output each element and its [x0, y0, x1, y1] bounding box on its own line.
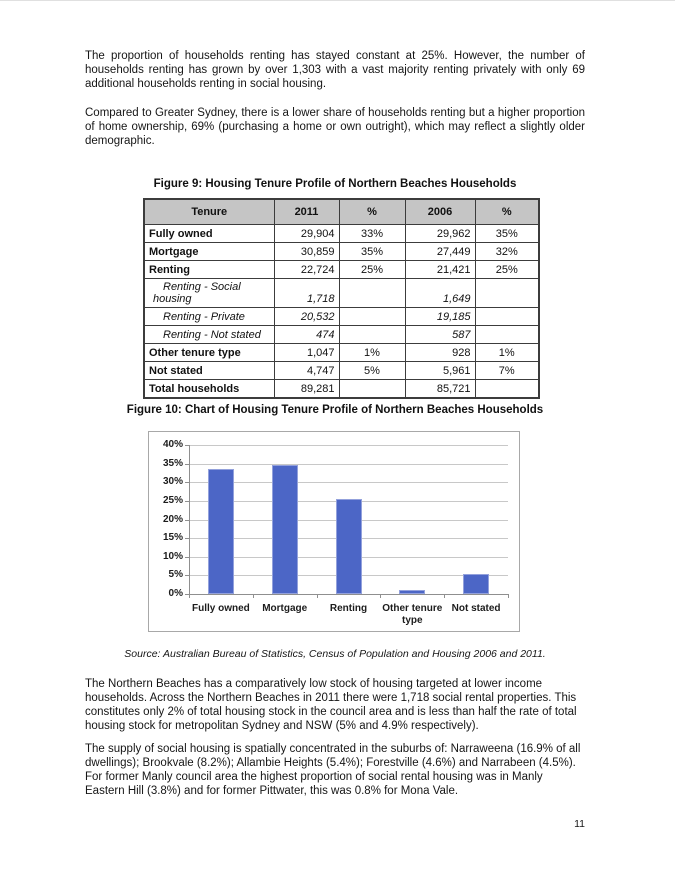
table-row: [144, 279, 539, 308]
tenure-label-cell: Not stated: [144, 362, 274, 380]
tenure-bar-chart: [148, 431, 520, 632]
value-cell: 89,281: [274, 380, 339, 399]
tenure-label-cell: Renting - Social housing: [144, 279, 274, 308]
percent-cell: 35%: [475, 225, 539, 243]
paragraph-compared-sydney: Compared to Greater Sydney, there is a lower share of households renting but a higher proportion of home ownership, 69% (purchasing a home or own outright), which may reflect a slightly older demographic.: [85, 107, 585, 147]
bar: [272, 465, 298, 594]
tenure-label-cell: Total households: [144, 380, 274, 399]
value-cell: 1,649: [405, 279, 475, 308]
value-cell: 22,724: [274, 261, 339, 279]
y-axis-tick-label: 5%: [168, 569, 183, 581]
table-row: [144, 225, 539, 243]
value-cell: 85,721: [405, 380, 475, 399]
y-axis-tick-label: 25%: [162, 494, 183, 506]
gridline: [189, 464, 508, 465]
x-category-label: Renting: [329, 603, 368, 614]
tenure-table: [143, 198, 540, 399]
y-axis-tick-label: 20%: [162, 513, 183, 525]
paragraph-social-housing-suburbs: The supply of social housing is spatially concentrated in the suburbs of: Narraweena (16.9% of all dwellings); Brookvale (8.2%); Allambie Heights (5.4%); Forestville (4.6%) and Narrabeen (4.5%). For former Manly council area the highest proportion of social rental housing was in Manly Eastern Hill (3.8%) and for former Pittwater, this was 0.8% for Mona Vale.: [85, 743, 581, 797]
x-category-label: Fully owned: [192, 603, 250, 614]
x-axis-tick-mark: [189, 594, 190, 598]
x-axis-line: [189, 594, 508, 595]
percent-cell: [339, 326, 405, 344]
column-header: 2006: [405, 199, 475, 225]
x-axis-tick-mark: [444, 594, 445, 598]
y-axis-tick-label: 10%: [162, 550, 183, 562]
tenure-label-cell: Other tenure type: [144, 344, 274, 362]
value-cell: 5,961: [405, 362, 475, 380]
percent-cell: 25%: [475, 261, 539, 279]
value-cell: 29,904: [274, 225, 339, 243]
paragraph-social-housing-stock: The Northern Beaches has a comparatively low stock of housing targeted at lower income households. Across the Northern Beaches in 2011 there were 1,718 social rental properties. This constitutes only 2% of total housing stock in the council area and is less than half the rate of total housing stock for metropolitan Sydney and NSW (5% and 4.9% respectively).: [85, 678, 577, 732]
tenure-label-cell: Renting: [144, 261, 274, 279]
table-row: [144, 261, 539, 279]
value-cell: 587: [405, 326, 475, 344]
tenure-table-header: [144, 199, 539, 225]
percent-cell: [339, 308, 405, 326]
percent-cell: [339, 380, 405, 399]
y-axis-line: [189, 445, 190, 594]
tenure-label-cell: Fully owned: [144, 225, 274, 243]
y-axis-tick-label: 15%: [162, 532, 183, 544]
percent-cell: 7%: [475, 362, 539, 380]
value-cell: 21,421: [405, 261, 475, 279]
source-note: Source: Australian Bureau of Statistics, Census of Population and Housing 2006 and 2011.: [124, 648, 546, 660]
column-header: Tenure: [144, 199, 274, 225]
percent-cell: 5%: [339, 362, 405, 380]
tenure-label-cell: Renting - Private: [144, 308, 274, 326]
x-category-label: Mortgage: [262, 603, 308, 614]
percent-cell: 1%: [475, 344, 539, 362]
gridline: [189, 445, 508, 446]
page-number: 11: [574, 818, 585, 830]
x-axis-tick-mark: [253, 594, 254, 598]
table-row: [144, 308, 539, 326]
percent-cell: 32%: [475, 243, 539, 261]
percent-cell: [475, 308, 539, 326]
value-cell: 474: [274, 326, 339, 344]
value-cell: 20,532: [274, 308, 339, 326]
table-row: [144, 243, 539, 261]
x-category-label: Not stated: [451, 603, 501, 614]
value-cell: 30,859: [274, 243, 339, 261]
tenure-label-cell: Renting - Not stated: [144, 326, 274, 344]
bar: [208, 469, 234, 594]
table-row: [144, 380, 539, 399]
tenure-table-body: [144, 225, 539, 399]
column-header: 2011: [274, 199, 339, 225]
percent-cell: 33%: [339, 225, 405, 243]
percent-cell: [475, 279, 539, 308]
value-cell: 29,962: [405, 225, 475, 243]
percent-cell: 1%: [339, 344, 405, 362]
percent-cell: [475, 380, 539, 399]
percent-cell: 25%: [339, 261, 405, 279]
x-category-label: Other tenure type: [382, 603, 443, 626]
y-axis-tick-label: 30%: [162, 476, 183, 488]
y-axis-tick-label: 0%: [168, 588, 183, 599]
tenure-label-cell: Mortgage: [144, 243, 274, 261]
value-cell: 27,449: [405, 243, 475, 261]
x-axis-tick-mark: [317, 594, 318, 598]
table-row: [144, 344, 539, 362]
value-cell: 1,718: [274, 279, 339, 308]
value-cell: 19,185: [405, 308, 475, 326]
bar: [463, 574, 489, 594]
bar: [399, 590, 425, 594]
paragraph-renting-constant: The proportion of households renting has stayed constant at 25%. However, the number of households renting has grown by over 1,303 with a vast majority renting privately with only 69 additional households renting in social housing.: [85, 50, 585, 90]
percent-cell: [339, 279, 405, 308]
table-row: [144, 326, 539, 344]
value-cell: 1,047: [274, 344, 339, 362]
value-cell: 4,747: [274, 362, 339, 380]
bar: [336, 499, 362, 594]
table-row: [144, 362, 539, 380]
value-cell: 928: [405, 344, 475, 362]
figure9-caption: Figure 9: Housing Tenure Profile of Northern Beaches Households: [153, 178, 517, 190]
figure10-caption: Figure 10: Chart of Housing Tenure Profile of Northern Beaches Households: [126, 404, 544, 416]
y-axis-tick-label: 35%: [162, 457, 183, 469]
column-header: %: [475, 199, 539, 225]
percent-cell: [475, 326, 539, 344]
x-axis-tick-mark: [380, 594, 381, 598]
percent-cell: 35%: [339, 243, 405, 261]
gridline: [189, 482, 508, 483]
column-header: %: [339, 199, 405, 225]
y-axis-tick-label: 40%: [162, 439, 183, 450]
x-axis-tick-mark: [508, 594, 509, 598]
